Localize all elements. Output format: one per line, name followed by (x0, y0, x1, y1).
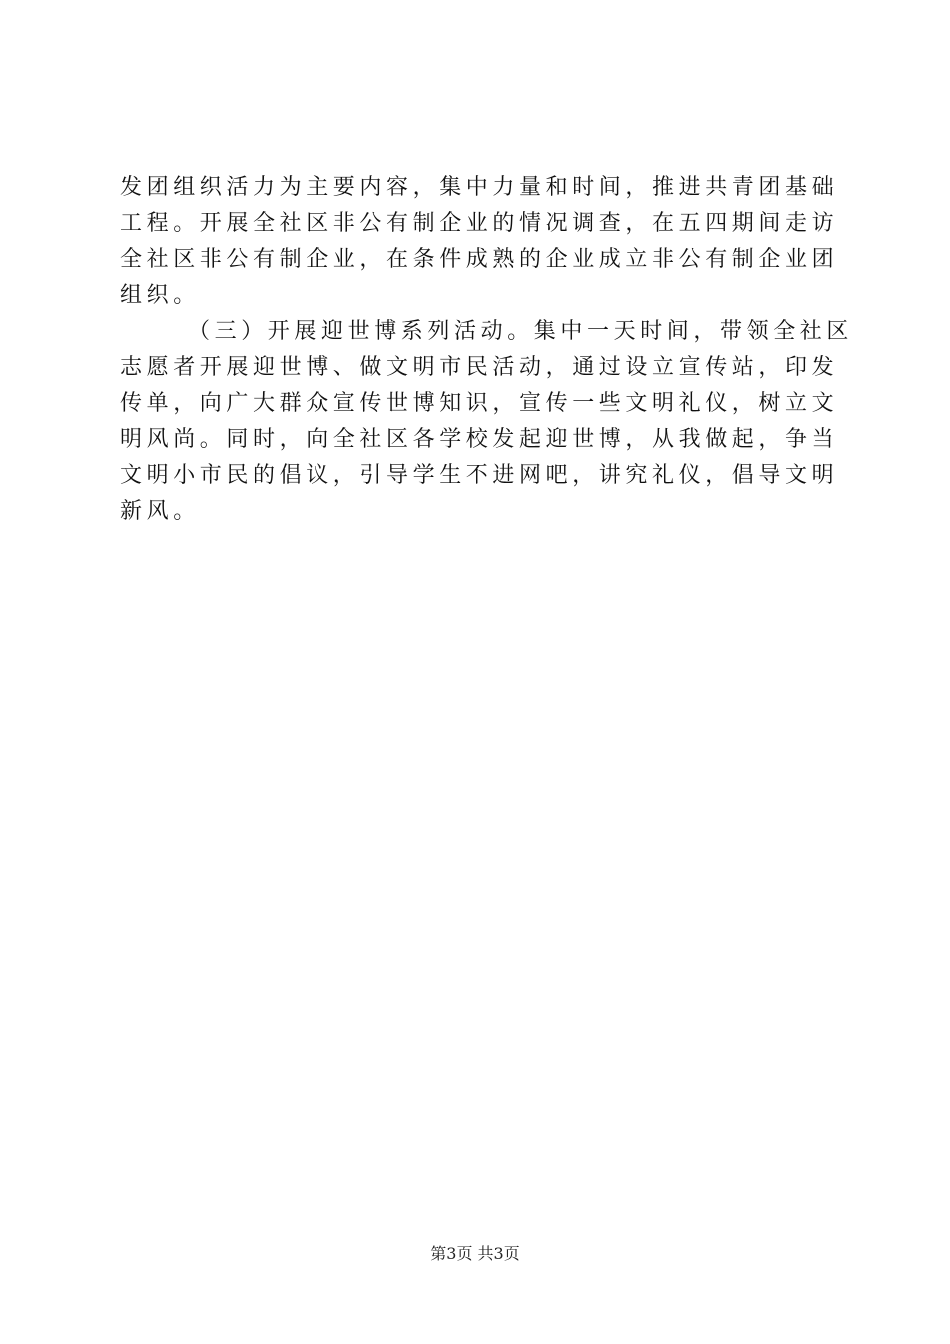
page-footer (0, 1243, 950, 1265)
text-line: 明风尚。同时，向全社区各学校发起迎世博，从我做起，争当 (120, 427, 839, 452)
text-line: （三）开展迎世博系列活动。集中一天时间，带领全社区 (188, 319, 854, 344)
page-number-label: 第3页 共3页 (430, 1244, 520, 1263)
text-line: 新风。 (120, 499, 200, 524)
text-line: 工程。开展全社区非公有制企业的情况调查，在五四期间走访 (120, 211, 839, 236)
text-line: 全社区非公有制企业，在条件成熟的企业成立非公有制企业团 (120, 247, 839, 272)
text-line: 组织。 (120, 283, 200, 308)
text-line: 志愿者开展迎世博、做文明市民活动，通过设立宣传站，印发 (120, 355, 839, 380)
text-line: 传单，向广大群众宣传世博知识，宣传一些文明礼仪，树立文 (120, 391, 839, 416)
paragraph-2 (120, 314, 854, 530)
text-line: 发团组织活力为主要内容，集中力量和时间，推进共青团基础 (120, 175, 839, 200)
paragraph-1 (120, 170, 839, 314)
text-line: 文明小市民的倡议，引导学生不进网吧，讲究礼仪，倡导文明 (120, 463, 839, 488)
body-text (120, 170, 854, 530)
